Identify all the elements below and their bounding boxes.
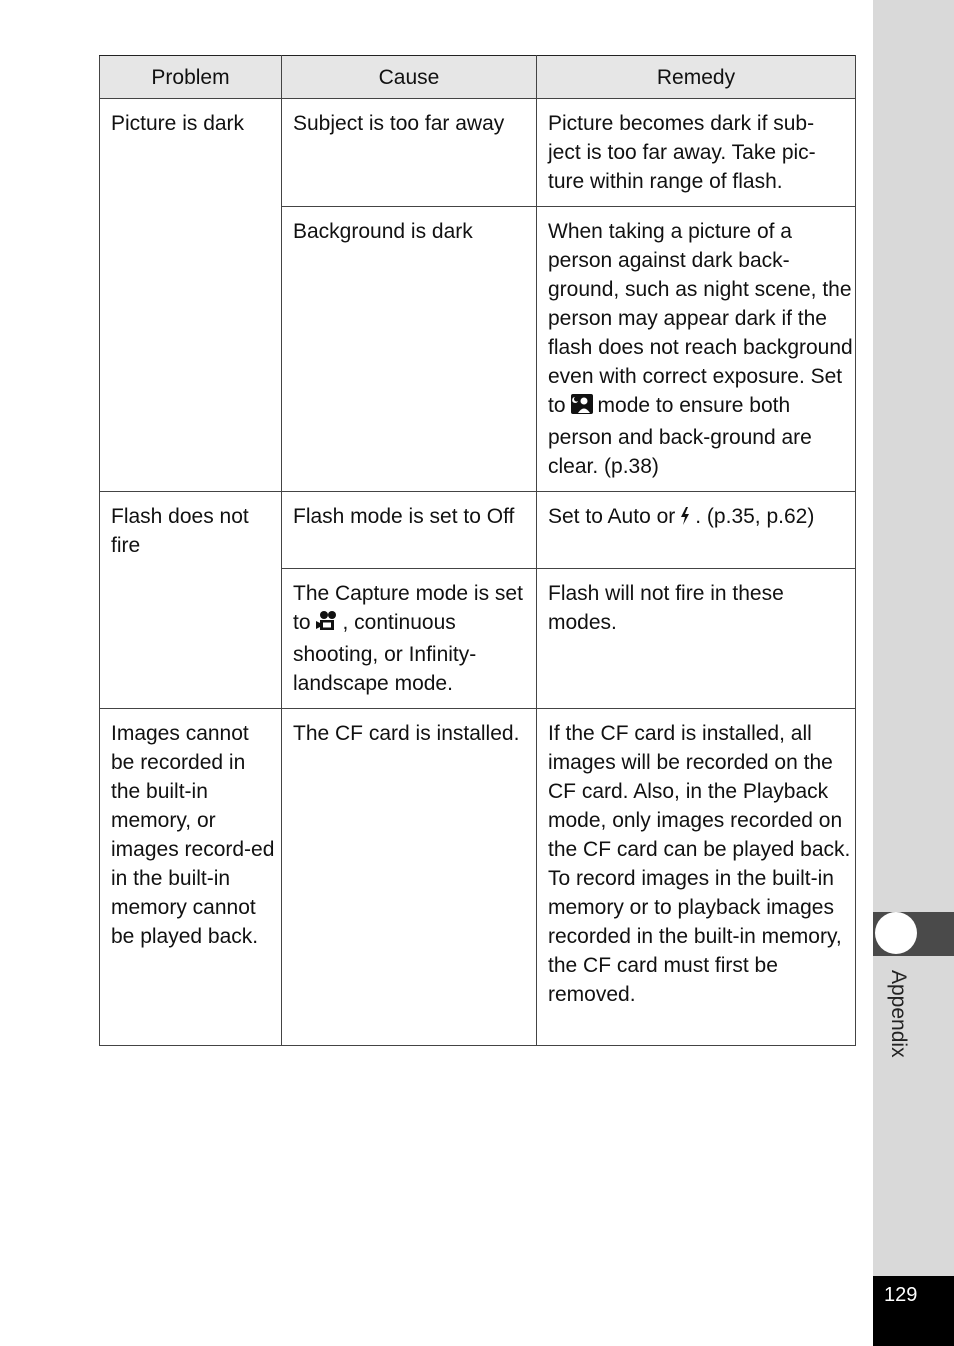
movie-mode-icon: [315, 610, 339, 640]
remedy-text: mode to ensure both person and back-ground are clear. (p.38): [548, 394, 812, 478]
remedy-cell: [537, 207, 856, 492]
section-tab-circle: [875, 912, 917, 954]
header-remedy: Remedy: [537, 56, 856, 99]
cause-text: The Capture mode is set to: [293, 582, 523, 634]
header-problem: Problem: [100, 56, 282, 99]
problem-cell: Picture is dark: [100, 99, 282, 492]
table-row: [100, 709, 856, 1046]
cause-text: , continuous shooting, or Infinity-landscape mode.: [293, 611, 477, 695]
problem-cell: Images cannot be recorded in the built-in memory, or images record-ed in the built-in memory cannot be played back.: [100, 709, 282, 1046]
remedy-paragraph: If the CF card is installed, all images will be recorded on the CF card. Also, in the Playback mode, only images recorded on the CF card can be played back.: [548, 722, 851, 861]
table-row: [100, 99, 856, 207]
remedy-text: . (p.35, p.62): [695, 505, 815, 528]
remedy-cell: [537, 492, 856, 569]
cause-cell: The CF card is installed.: [282, 709, 537, 1046]
flash-on-icon: [679, 505, 691, 534]
cause-cell: Subject is too far away: [282, 99, 537, 207]
cause-cell: [282, 569, 537, 709]
night-portrait-mode-icon: [570, 393, 594, 423]
table-row: [100, 492, 856, 569]
cause-cell: Flash mode is set to Off: [282, 492, 537, 569]
header-cause: Cause: [282, 56, 537, 99]
remedy-cell: [537, 709, 856, 1046]
page-number: 129: [884, 1284, 918, 1306]
problem-cell: Flash does not fire: [100, 492, 282, 709]
cause-cell: Background is dark: [282, 207, 537, 492]
remedy-text: When taking a picture of a person against dark back-ground, such as night scene, the person may appear dark if the flash does not reach background even with correct exposure. Set to: [548, 220, 853, 417]
remedy-cell: Flash will not fire in these modes.: [537, 569, 856, 709]
troubleshooting-table: [99, 55, 856, 1046]
table-header-row: [100, 56, 856, 99]
remedy-paragraph: To record images in the built-in memory or to playback images recorded in the built-in memory, the CF card must first be removed.: [548, 867, 842, 1006]
remedy-cell: Picture becomes dark if sub-ject is too far away. Take pic-ture within range of flash.: [537, 99, 856, 207]
section-label: Appendix: [887, 970, 910, 1058]
sidebar: [873, 0, 954, 1346]
remedy-text: Set to Auto or: [548, 505, 676, 528]
